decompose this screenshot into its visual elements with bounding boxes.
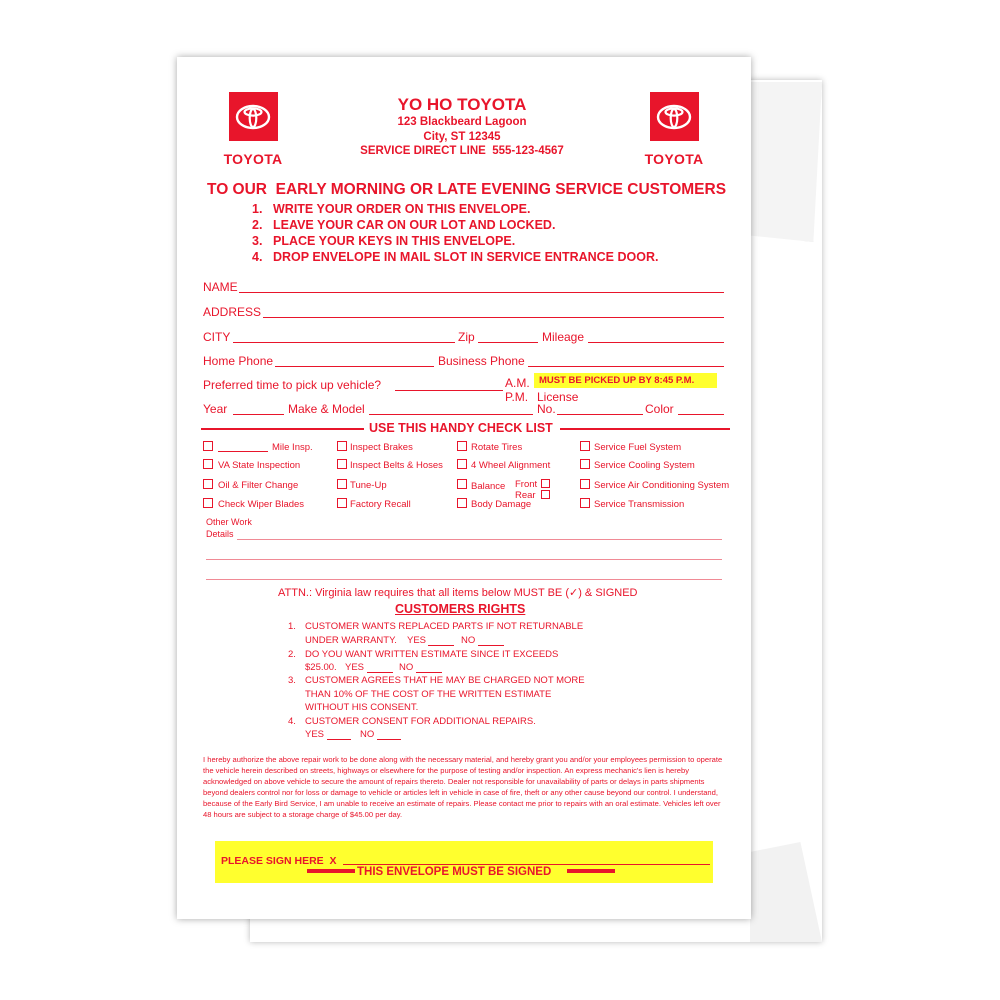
other-work-label: Other Work (206, 517, 252, 527)
logo-word: TOYOTA (644, 151, 704, 167)
must-sign-notice: THIS ENVELOPE MUST BE SIGNED (357, 866, 552, 878)
checklist-label: Service Air Conditioning System (594, 480, 730, 491)
rights-number: 1. (288, 621, 296, 632)
details-line-2[interactable] (206, 559, 722, 560)
address-line[interactable] (263, 317, 724, 318)
rights-title: CUSTOMERS RIGHTS (395, 602, 526, 616)
checklist-label: Mile Insp. (272, 442, 313, 453)
logo-word: TOYOTA (223, 151, 283, 167)
service-ac-checkbox[interactable] (580, 479, 590, 489)
service-cooling-checkbox[interactable] (580, 459, 590, 469)
yes-label: YES (345, 662, 365, 673)
city-label: CITY (203, 330, 231, 344)
no-label: NO (360, 729, 375, 740)
service-transmission-checkbox[interactable] (580, 498, 590, 508)
checklist-label: Body Damage (471, 499, 532, 510)
mile-insp-checkbox[interactable] (203, 441, 213, 451)
va-state-inspection-checkbox[interactable] (203, 459, 213, 469)
wheel-alignment-checkbox[interactable] (457, 459, 467, 469)
step-number: 4. (252, 250, 263, 264)
checklist-label: Rotate Tires (471, 442, 523, 453)
rights-text: CUSTOMER AGREES THAT HE MAY BE CHARGED NOT MORE (305, 675, 585, 686)
make-model-label: Make & Model (288, 402, 365, 416)
yes-line[interactable] (327, 739, 351, 740)
checklist-label: Service Cooling System (594, 460, 695, 471)
make-model-line[interactable] (369, 414, 533, 415)
details-label: Details (206, 529, 234, 539)
color-line[interactable] (678, 414, 724, 415)
yes-line[interactable] (428, 645, 454, 646)
step-number: 1. (252, 202, 263, 216)
home-phone-line[interactable] (275, 366, 434, 367)
pickup-notice-highlight (534, 373, 717, 388)
rotate-tires-checkbox[interactable] (457, 441, 467, 451)
inspect-belts-checkbox[interactable] (337, 459, 347, 469)
checklist-label: 4 Wheel Alignment (471, 460, 551, 471)
no-label: NO (461, 635, 476, 646)
checklist-label: Factory Recall (350, 499, 411, 510)
pm-label: P.M. (505, 390, 529, 404)
preferred-time-label: Preferred time to pick up vehicle? (203, 378, 382, 392)
step-text: LEAVE YOUR CAR ON OUR LOT AND LOCKED. (273, 218, 556, 232)
inspect-brakes-checkbox[interactable] (337, 441, 347, 451)
checklist-label: Tune-Up (350, 480, 387, 491)
toyota-emblem-icon (229, 92, 278, 141)
toyota-logo-left (220, 92, 286, 167)
business-phone-line[interactable] (528, 366, 724, 367)
name-label: NAME (203, 280, 238, 294)
rights-number: 4. (288, 716, 296, 727)
license-no-line[interactable] (557, 414, 643, 415)
envelope-flap-top (750, 82, 822, 242)
dealer-address: 123 Blackbeard Lagoon (397, 116, 527, 128)
rights-text: THAN 10% OF THE COST OF THE WRITTEN ESTIMATE (305, 689, 552, 700)
mileage-label: Mileage (542, 330, 585, 344)
no-line[interactable] (416, 672, 442, 673)
no-line[interactable] (377, 739, 401, 740)
business-phone-label: Business Phone (438, 354, 525, 368)
no-line[interactable] (478, 645, 504, 646)
year-line[interactable] (233, 414, 284, 415)
sign-here-label: PLEASE SIGN HERE X (221, 855, 337, 867)
dealer-city: City, ST 12345 (423, 131, 501, 143)
preferred-time-line[interactable] (395, 390, 503, 391)
city-line[interactable] (233, 342, 455, 343)
toyota-logo-right (641, 92, 707, 167)
home-phone-label: Home Phone (203, 354, 274, 368)
rights-text: CUSTOMER CONSENT FOR ADDITIONAL REPAIRS. (305, 716, 536, 727)
toyota-emblem-icon (650, 92, 699, 141)
details-line-3[interactable] (206, 579, 722, 580)
no-label: NO (399, 662, 414, 673)
notice-bar-left (307, 869, 355, 873)
year-label: Year (203, 402, 228, 416)
body-damage-checkbox[interactable] (457, 498, 467, 508)
envelope-front (177, 57, 751, 919)
license-label: License (537, 390, 579, 404)
yes-label: YES (305, 729, 325, 740)
rights-text: $25.00. (305, 662, 337, 673)
rights-number: 2. (288, 649, 296, 660)
oil-filter-checkbox[interactable] (203, 479, 213, 489)
checklist-title: USE THIS HANDY CHECK LIST (369, 421, 553, 435)
service-line: SERVICE DIRECT LINE 555-123-4567 (360, 145, 564, 157)
license-no-label: No. (537, 402, 556, 416)
balance-checkbox[interactable] (457, 479, 467, 489)
color-label: Color (645, 402, 674, 416)
signature-line[interactable] (343, 864, 710, 865)
step-number: 3. (252, 234, 263, 248)
rights-number: 3. (288, 675, 296, 686)
checklist-label: Check Wiper Blades (218, 499, 305, 510)
address-label: ADDRESS (203, 305, 262, 319)
rear-label: Rear (515, 490, 536, 501)
mile-insp-line[interactable] (218, 451, 268, 452)
name-line[interactable] (239, 292, 724, 293)
dealer-name: YO HO TOYOTA (397, 95, 527, 114)
checklist-label: VA State Inspection (218, 460, 301, 471)
rights-text: UNDER WARRANTY. (305, 635, 397, 646)
checklist-label: Service Fuel System (594, 442, 682, 453)
step-text: DROP ENVELOPE IN MAIL SLOT IN SERVICE ENTRANCE DOOR. (273, 250, 659, 264)
details-line-1[interactable] (237, 539, 722, 540)
checklist-rule-right (560, 428, 730, 430)
checklist-rule-left (201, 428, 364, 430)
step-text: PLACE YOUR KEYS IN THIS ENVELOPE. (273, 234, 516, 248)
checklist-label: Inspect Brakes (350, 442, 413, 453)
balance-front-checkbox[interactable] (541, 479, 550, 488)
tune-up-checkbox[interactable] (337, 479, 347, 489)
signature-block (215, 841, 713, 883)
mileage-line[interactable] (588, 342, 724, 343)
checklist-label: Balance (471, 481, 506, 492)
yes-line[interactable] (367, 672, 393, 673)
am-label: A.M. (505, 376, 530, 390)
zip-label: Zip (458, 330, 475, 344)
front-label: Front (515, 479, 538, 490)
rights-text: DO YOU WANT WRITTEN ESTIMATE SINCE IT EXCEEDS (305, 649, 559, 660)
wiper-blades-checkbox[interactable] (203, 498, 213, 508)
step-text: WRITE YOUR ORDER ON THIS ENVELOPE. (273, 202, 531, 216)
zip-line[interactable] (478, 342, 538, 343)
step-number: 2. (252, 218, 263, 232)
service-fuel-checkbox[interactable] (580, 441, 590, 451)
attn-notice: ATTN.: Virginia law requires that all items below MUST BE (✓) & SIGNED (278, 587, 638, 599)
checklist-label: Inspect Belts & Hoses (350, 460, 443, 471)
yes-label: YES (407, 635, 427, 646)
rights-text: CUSTOMER WANTS REPLACED PARTS IF NOT RETURNABLE (305, 621, 584, 632)
checklist-label: Oil & Filter Change (218, 480, 299, 491)
factory-recall-checkbox[interactable] (337, 498, 347, 508)
intro-heading: TO OUR EARLY MORNING OR LATE EVENING SERVICE CUSTOMERS (207, 181, 727, 198)
checklist-label: Service Transmission (594, 499, 685, 510)
balance-rear-checkbox[interactable] (541, 490, 550, 499)
rights-text: WITHOUT HIS CONSENT. (305, 702, 419, 713)
notice-bar-right (567, 869, 615, 873)
pickup-notice: MUST BE PICKED UP BY 8:45 P.M. (539, 375, 695, 386)
authorization-text: I hereby authorize the above repair work to be done along with the necessary material, and hereby grant you and/or your employees permission to operate the vehicle herein described on streets, highways or elsewhere for the purpose of testing and/or inspection. An express mechanic's lien is hereby acknowledged on above vehicle to secure the amount of repairs thereto. Dealer not responsible for unavailability of parts or delays in parts shipments beyond dealers control nor for loss or damage to vehicle or articles left in vehicle in case of fire, theft or any other cause beyond our control. I understand, because of the Early Bird Service, I am unable to receive an estimate of repairs. Please contact me prior to repairs with an oral estimate. Vehicles left over 48 hours are subject to a storage charge of $45.00 per day. (203, 755, 723, 819)
